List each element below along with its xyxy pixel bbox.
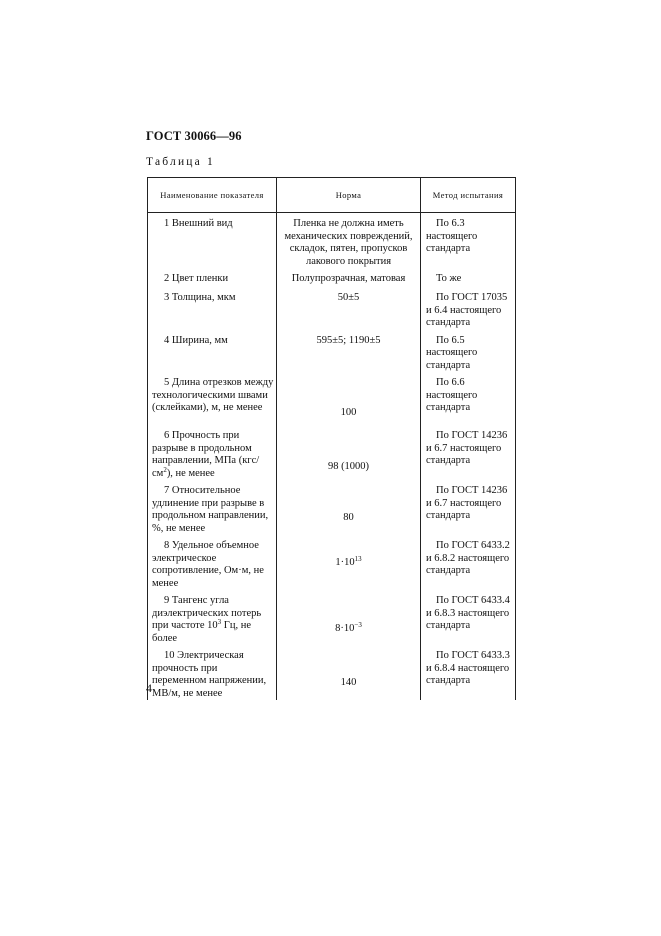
- method-cell: [421, 645, 516, 700]
- parameter-cell: [148, 425, 277, 480]
- norm-base: 1·10: [335, 557, 355, 568]
- test-method: По ГОСТ 6433.3 и 6.8.4 настоящего стандарта: [426, 650, 510, 686]
- norm-cell: [277, 535, 421, 590]
- test-method: По 6.5 настоящего стандарта: [426, 334, 478, 371]
- norm-value: 50±5: [337, 292, 360, 303]
- norm-cell: [277, 330, 421, 373]
- parameter-name: 8 Удельное объемное электрическое сопротивление, Ом·м, не менее: [152, 540, 264, 589]
- test-method: По ГОСТ 6433.4 и 6.8.3 настоящего стандарта: [426, 595, 510, 631]
- test-method: По 6.3 настоящего стандарта: [426, 218, 478, 254]
- method-cell: [421, 213, 516, 269]
- parameter-name-part: 9 Тангенс угла диэлектрических потерь при частоте 10: [152, 595, 262, 631]
- parameter-name: 4 Ширина, мм: [164, 334, 228, 346]
- norm-cell: [277, 645, 421, 700]
- column-header-norm: Норма: [277, 178, 421, 213]
- norm-exponent: 13: [354, 555, 362, 563]
- method-cell: [421, 425, 516, 480]
- norm-exponent: −3: [354, 621, 362, 629]
- method-cell: [421, 372, 516, 425]
- parameter-cell: [148, 590, 277, 645]
- column-header-method: Метод испытания: [421, 178, 516, 213]
- table-row: [148, 425, 516, 480]
- norm-value: [277, 557, 420, 570]
- norm-value: 80: [343, 512, 354, 523]
- parameter-cell: [148, 268, 277, 287]
- method-cell: [421, 268, 516, 287]
- norm-value: 100: [340, 407, 357, 418]
- test-method: По ГОСТ 6433.2 и 6.8.2 настоящего стандарта: [426, 540, 510, 576]
- parameter-cell: [148, 213, 277, 269]
- norm-value: [277, 623, 420, 636]
- norm-cell: [277, 590, 421, 645]
- parameter-cell: [148, 372, 277, 425]
- table-row: [148, 213, 516, 269]
- table-row: [148, 287, 516, 330]
- document-code: ГОСТ 30066—96: [146, 129, 242, 143]
- norm-value: 595±5; 1190±5: [316, 334, 381, 346]
- parameter-name-part: Гц, не более: [152, 620, 252, 644]
- test-method: По ГОСТ 14236 и 6.7 настоящего стандарта: [426, 430, 508, 466]
- parameter-name: 5 Длина отрезков между технологическими швами (склейками), м, не менее: [152, 377, 274, 413]
- table-caption: Таблица 1: [146, 156, 215, 168]
- parameter-cell: [148, 330, 277, 373]
- table-row: [148, 480, 516, 535]
- test-method: По ГОСТ 14236 и 6.7 настоящего стандарта: [426, 485, 508, 521]
- superscript: 3: [217, 618, 222, 626]
- column-header-parameter: Наименование показателя: [148, 178, 277, 213]
- norm-value: 98 (1000): [327, 461, 370, 472]
- method-cell: [421, 590, 516, 645]
- test-method: То же: [436, 273, 462, 284]
- norm-cell: [277, 480, 421, 535]
- norm-value: Полупрозрачная, матовая: [291, 273, 406, 284]
- norm-cell: [277, 425, 421, 480]
- parameter-cell: [148, 287, 277, 330]
- parameter-name: 10 Электрическая прочность при переменном напряжении, МВ/м, не менее: [152, 650, 267, 699]
- superscript: 2: [163, 465, 167, 474]
- norm-value: 140: [340, 677, 357, 688]
- norm-cell: [277, 372, 421, 425]
- method-cell: [421, 535, 516, 590]
- parameter-cell: [148, 645, 277, 700]
- properties-table: [147, 177, 516, 700]
- parameter-name: 1 Внешний вид: [164, 218, 233, 229]
- parameter-name: 7 Относительное удлинение при разрыве в продольном направлении, %, не менее: [152, 485, 269, 534]
- method-cell: [421, 287, 516, 330]
- parameter-name: [148, 590, 276, 645]
- norm-cell: [277, 287, 421, 330]
- parameter-name: 3 Толщина, мкм: [164, 292, 236, 303]
- table-row: [148, 535, 516, 590]
- norm-cell: [277, 268, 421, 287]
- table-row: [148, 268, 516, 287]
- parameter-name-part: 6 Прочность при разрыве в продольном направлении, МПа (кгс/см: [152, 430, 260, 479]
- parameter-cell: [148, 535, 277, 590]
- test-method: По ГОСТ 17035 и 6.4 настоящего стандарта: [426, 292, 508, 328]
- parameter-name: 2 Цвет пленки: [164, 273, 229, 284]
- norm-cell: [277, 213, 421, 269]
- table-row: [148, 590, 516, 645]
- parameter-name-part: ), не менее: [166, 467, 215, 479]
- table-row: [148, 372, 516, 425]
- parameter-cell: [148, 480, 277, 535]
- norm-base: 8·10: [335, 623, 355, 634]
- table-header-row: [148, 178, 516, 213]
- method-cell: [421, 330, 516, 373]
- table-row: [148, 645, 516, 700]
- method-cell: [421, 480, 516, 535]
- parameter-name: [148, 425, 276, 480]
- test-method: По 6.6 настоящего стандарта: [426, 377, 478, 413]
- norm-value: Пленка не должна иметь механических повреждений, складок, пятен, пропусков лакового покрытия: [284, 218, 413, 267]
- table-row: [148, 330, 516, 373]
- page-number: 4: [146, 681, 152, 695]
